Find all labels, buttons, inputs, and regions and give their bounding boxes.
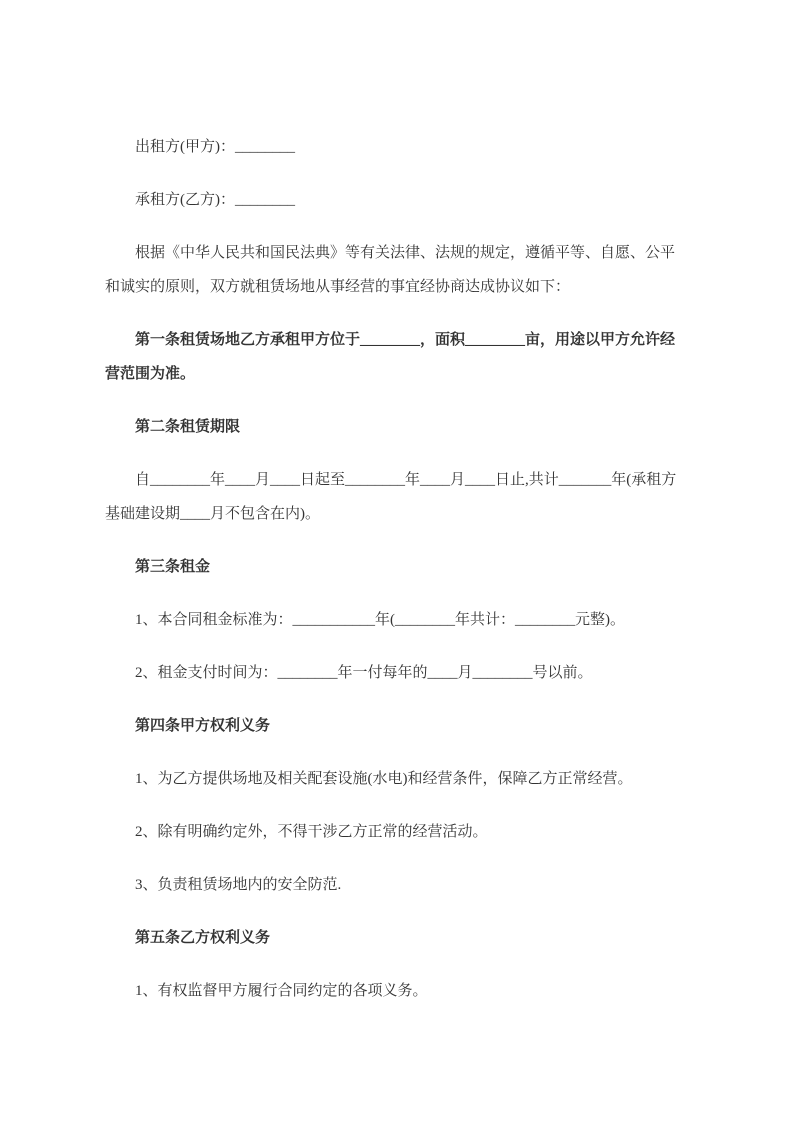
clause-5-item-1: 1、有权监督甲方履行合同约定的各项义务。 — [135, 983, 428, 999]
clause-4-item-1: 1、为乙方提供场地及相关配套设施(水电)和经营条件，保障乙方正常经营。 — [135, 771, 633, 787]
clause-5-title: 第五条乙方权利义务 — [135, 930, 271, 946]
preamble: 根据《中华人民共和国民法典》等有关法律、法规的规定，遵循平等、自愿、公平和诚实的原则，双方就租赁场地从事经营的事宜经协商达成协议如下： — [105, 245, 676, 295]
clause-2-title: 第二条租赁期限 — [135, 419, 241, 435]
clause-4-item-2: 2、除有明确约定外，不得干涉乙方正常的经营活动。 — [135, 824, 488, 840]
clause-4-item-3: 3、负责租赁场地内的安全防范. — [135, 877, 342, 893]
lessor-line: 出租方(甲方)：________ — [135, 139, 295, 155]
clause-3-item-2: 2、租金支付时间为：________年一付每年的____月________号以前。 — [135, 665, 593, 681]
clause-1: 第一条租赁场地乙方承租甲方位于________，面积________亩，用途以甲方允许经营范围为准。 — [105, 332, 676, 382]
clause-2-body: 自________年____月____日起至________年____月____日止,共计_______年(承租方基础建设期____月不包含在内)。 — [105, 472, 677, 522]
clause-4-title: 第四条甲方权利义务 — [135, 718, 271, 734]
lessee-line: 承租方(乙方)：________ — [135, 192, 295, 208]
clause-3-item-1: 1、本合同租金标准为：___________年(________年共计：________元整)。 — [135, 612, 625, 628]
clause-3-title: 第三条租金 — [135, 559, 211, 575]
